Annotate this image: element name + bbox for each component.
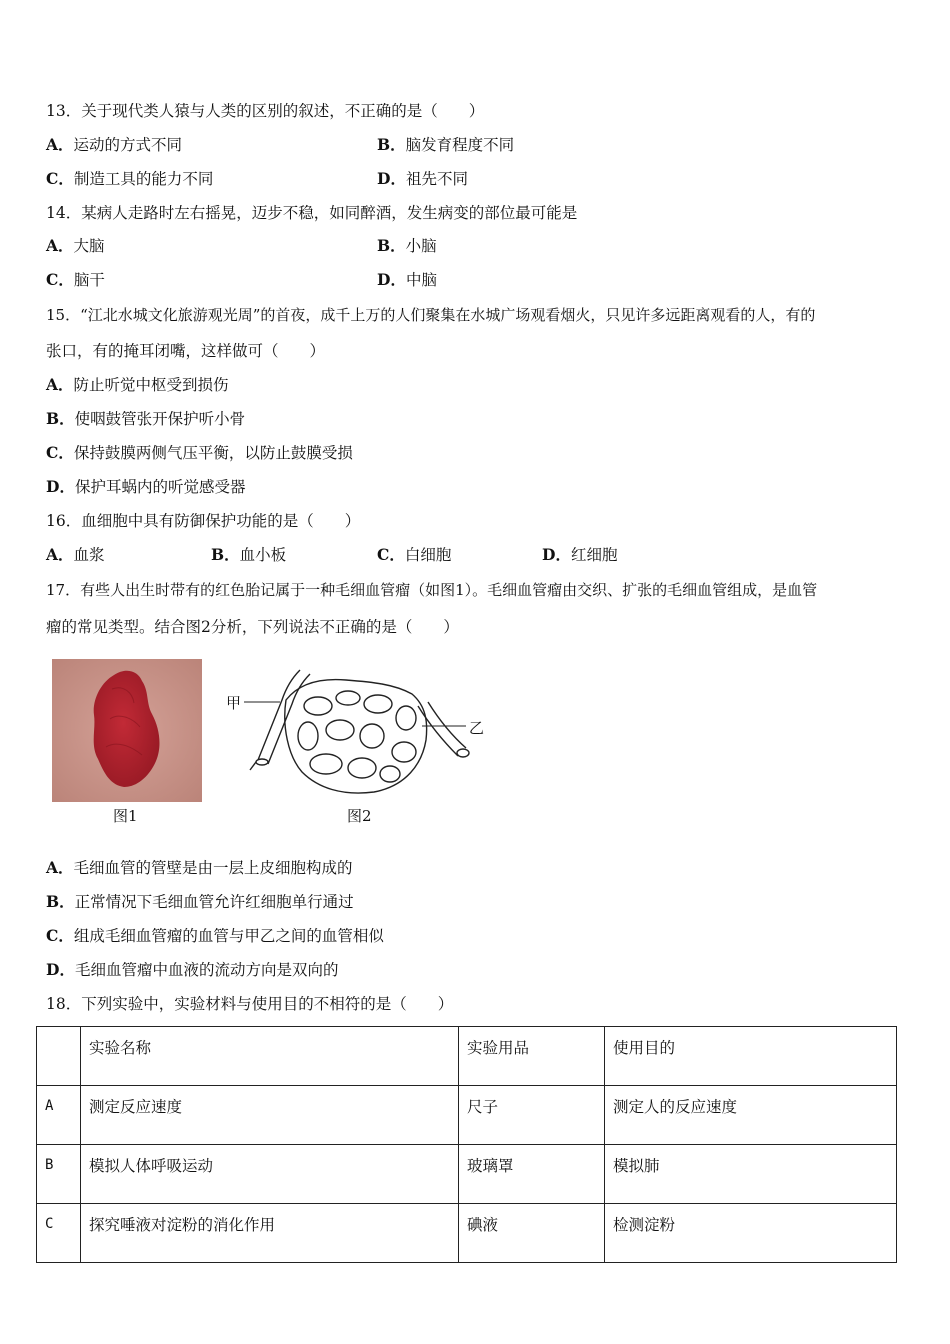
q18-stem: 18．下列实验中，实验材料与使用目的不相符的是（ ） bbox=[46, 995, 454, 1013]
table-cell: A bbox=[37, 1086, 81, 1145]
figure1-caption: 图1 bbox=[113, 807, 138, 825]
q13-stem: 13．关于现代类人猿与人类的区别的叙述，不正确的是（ ） bbox=[46, 102, 485, 120]
option-text: 小脑 bbox=[405, 237, 437, 255]
option-text: 保持鼓膜两侧气压平衡，以防止鼓膜受损 bbox=[73, 444, 353, 462]
q15-stem-line1: 15．“江北水城文化旅游观光周”的首夜，成千上万的人们聚集在水城广场观看烟火，只见许多远距离观看的人，有的 bbox=[46, 306, 816, 324]
capillary-diagram bbox=[222, 660, 492, 810]
q16-option-a[interactable] bbox=[46, 544, 105, 566]
q15-option-a[interactable] bbox=[46, 374, 229, 396]
table-cell: B bbox=[37, 1145, 81, 1204]
option-text: 使咽鼓管张开保护听小骨 bbox=[74, 410, 246, 428]
figure2-label-yi: 乙 bbox=[469, 719, 485, 737]
q15-option-d[interactable] bbox=[46, 476, 245, 498]
q17-option-a[interactable] bbox=[46, 857, 353, 879]
option-text: 血浆 bbox=[73, 546, 105, 564]
table-header-cell: 实验名称 bbox=[81, 1027, 459, 1086]
q16-stem: 16．血细胞中具有防御保护功能的是（ ） bbox=[46, 512, 361, 530]
option-text: 血小板 bbox=[239, 546, 287, 564]
option-label: A． bbox=[46, 135, 74, 154]
option-text: 脑干 bbox=[73, 271, 105, 289]
table-cell: C bbox=[37, 1204, 81, 1263]
table-cell: 模拟人体呼吸运动 bbox=[81, 1145, 459, 1204]
option-label: A． bbox=[46, 545, 74, 564]
table-header-cell: 实验用品 bbox=[459, 1027, 605, 1086]
option-label: B． bbox=[377, 236, 406, 255]
option-label: D． bbox=[46, 477, 75, 496]
option-text: 保护耳蜗内的听觉感受器 bbox=[74, 478, 246, 496]
q14-option-c[interactable] bbox=[46, 269, 105, 291]
table-row bbox=[37, 1086, 897, 1145]
option-label: C． bbox=[377, 545, 405, 564]
q16-option-c[interactable] bbox=[377, 544, 451, 566]
option-text: 制造工具的能力不同 bbox=[73, 170, 214, 188]
table-cell: 玻璃罩 bbox=[459, 1145, 605, 1204]
option-label: B． bbox=[211, 545, 240, 564]
q17-stem-line1: 17．有些人出生时带有的红色胎记属于一种毛细血管瘤（如图1）。毛细血管瘤由交织、扩张的毛细血管组成，是血管 bbox=[46, 581, 818, 599]
figure2-label-jia: 甲 bbox=[226, 694, 242, 712]
table-cell: 探究唾液对淀粉的消化作用 bbox=[81, 1204, 459, 1263]
q16-option-b[interactable] bbox=[211, 544, 286, 566]
q17-option-b[interactable] bbox=[46, 891, 354, 913]
option-text: 大脑 bbox=[73, 237, 105, 255]
option-label: C． bbox=[46, 270, 74, 289]
option-label: B． bbox=[377, 135, 406, 154]
option-text: 防止听觉中枢受到损伤 bbox=[73, 376, 229, 394]
q14-stem: 14．某病人走路时左右摇晃，迈步不稳，如同醉酒，发生病变的部位最可能是 bbox=[46, 204, 578, 222]
table-cell: 尺子 bbox=[459, 1086, 605, 1145]
q15-option-b[interactable] bbox=[46, 408, 245, 430]
option-label: D． bbox=[377, 270, 406, 289]
option-text: 脑发育程度不同 bbox=[405, 136, 515, 154]
q17-option-d[interactable] bbox=[46, 959, 338, 981]
q17-option-c[interactable] bbox=[46, 925, 384, 947]
table-row bbox=[37, 1145, 897, 1204]
q13-option-d[interactable] bbox=[377, 168, 468, 190]
option-text: 毛细血管的管壁是由一层上皮细胞构成的 bbox=[73, 859, 353, 877]
table-header-row bbox=[37, 1027, 897, 1086]
q17-stem-line2: 瘤的常见类型。结合图2分析，下列说法不正确的是（ ） bbox=[46, 618, 459, 636]
option-label: D． bbox=[46, 960, 75, 979]
figure2-caption: 图2 bbox=[347, 807, 372, 825]
q14-option-a[interactable] bbox=[46, 235, 105, 257]
option-label: A． bbox=[46, 858, 74, 877]
option-text: 白细胞 bbox=[404, 546, 452, 564]
birthmark-photo bbox=[52, 659, 202, 802]
table-header-cell: 使用目的 bbox=[605, 1027, 897, 1086]
option-label: D． bbox=[377, 169, 406, 188]
option-text: 毛细血管瘤中血液的流动方向是双向的 bbox=[74, 961, 339, 979]
option-label: A． bbox=[46, 236, 74, 255]
option-text: 红细胞 bbox=[570, 546, 618, 564]
q15-option-c[interactable] bbox=[46, 442, 353, 464]
q15-stem-line2: 张口，有的掩耳闭嘴，这样做可（ ） bbox=[46, 342, 326, 360]
option-label: C． bbox=[46, 169, 74, 188]
q13-option-b[interactable] bbox=[377, 134, 514, 156]
table-header-cell bbox=[37, 1027, 81, 1086]
q14-option-b[interactable] bbox=[377, 235, 437, 257]
q14-option-d[interactable] bbox=[377, 269, 437, 291]
table-cell: 测定人的反应速度 bbox=[605, 1086, 897, 1145]
option-text: 运动的方式不同 bbox=[73, 136, 183, 154]
option-text: 中脑 bbox=[405, 271, 437, 289]
option-label: A． bbox=[46, 375, 74, 394]
option-label: B． bbox=[46, 892, 75, 911]
option-label: D． bbox=[542, 545, 571, 564]
table-row bbox=[37, 1204, 897, 1263]
table-cell: 检测淀粉 bbox=[605, 1204, 897, 1263]
table-cell: 测定反应速度 bbox=[81, 1086, 459, 1145]
option-label: B． bbox=[46, 409, 75, 428]
table-cell: 碘液 bbox=[459, 1204, 605, 1263]
q13-option-c[interactable] bbox=[46, 168, 213, 190]
q13-option-a[interactable] bbox=[46, 134, 182, 156]
table-cell: 模拟肺 bbox=[605, 1145, 897, 1204]
option-text: 组成毛细血管瘤的血管与甲乙之间的血管相似 bbox=[73, 927, 384, 945]
option-label: C． bbox=[46, 443, 74, 462]
q16-option-d[interactable] bbox=[542, 544, 617, 566]
option-text: 正常情况下毛细血管允许红细胞单行通过 bbox=[74, 893, 354, 911]
experiment-table bbox=[36, 1026, 897, 1263]
option-label: C． bbox=[46, 926, 74, 945]
option-text: 祖先不同 bbox=[405, 170, 468, 188]
